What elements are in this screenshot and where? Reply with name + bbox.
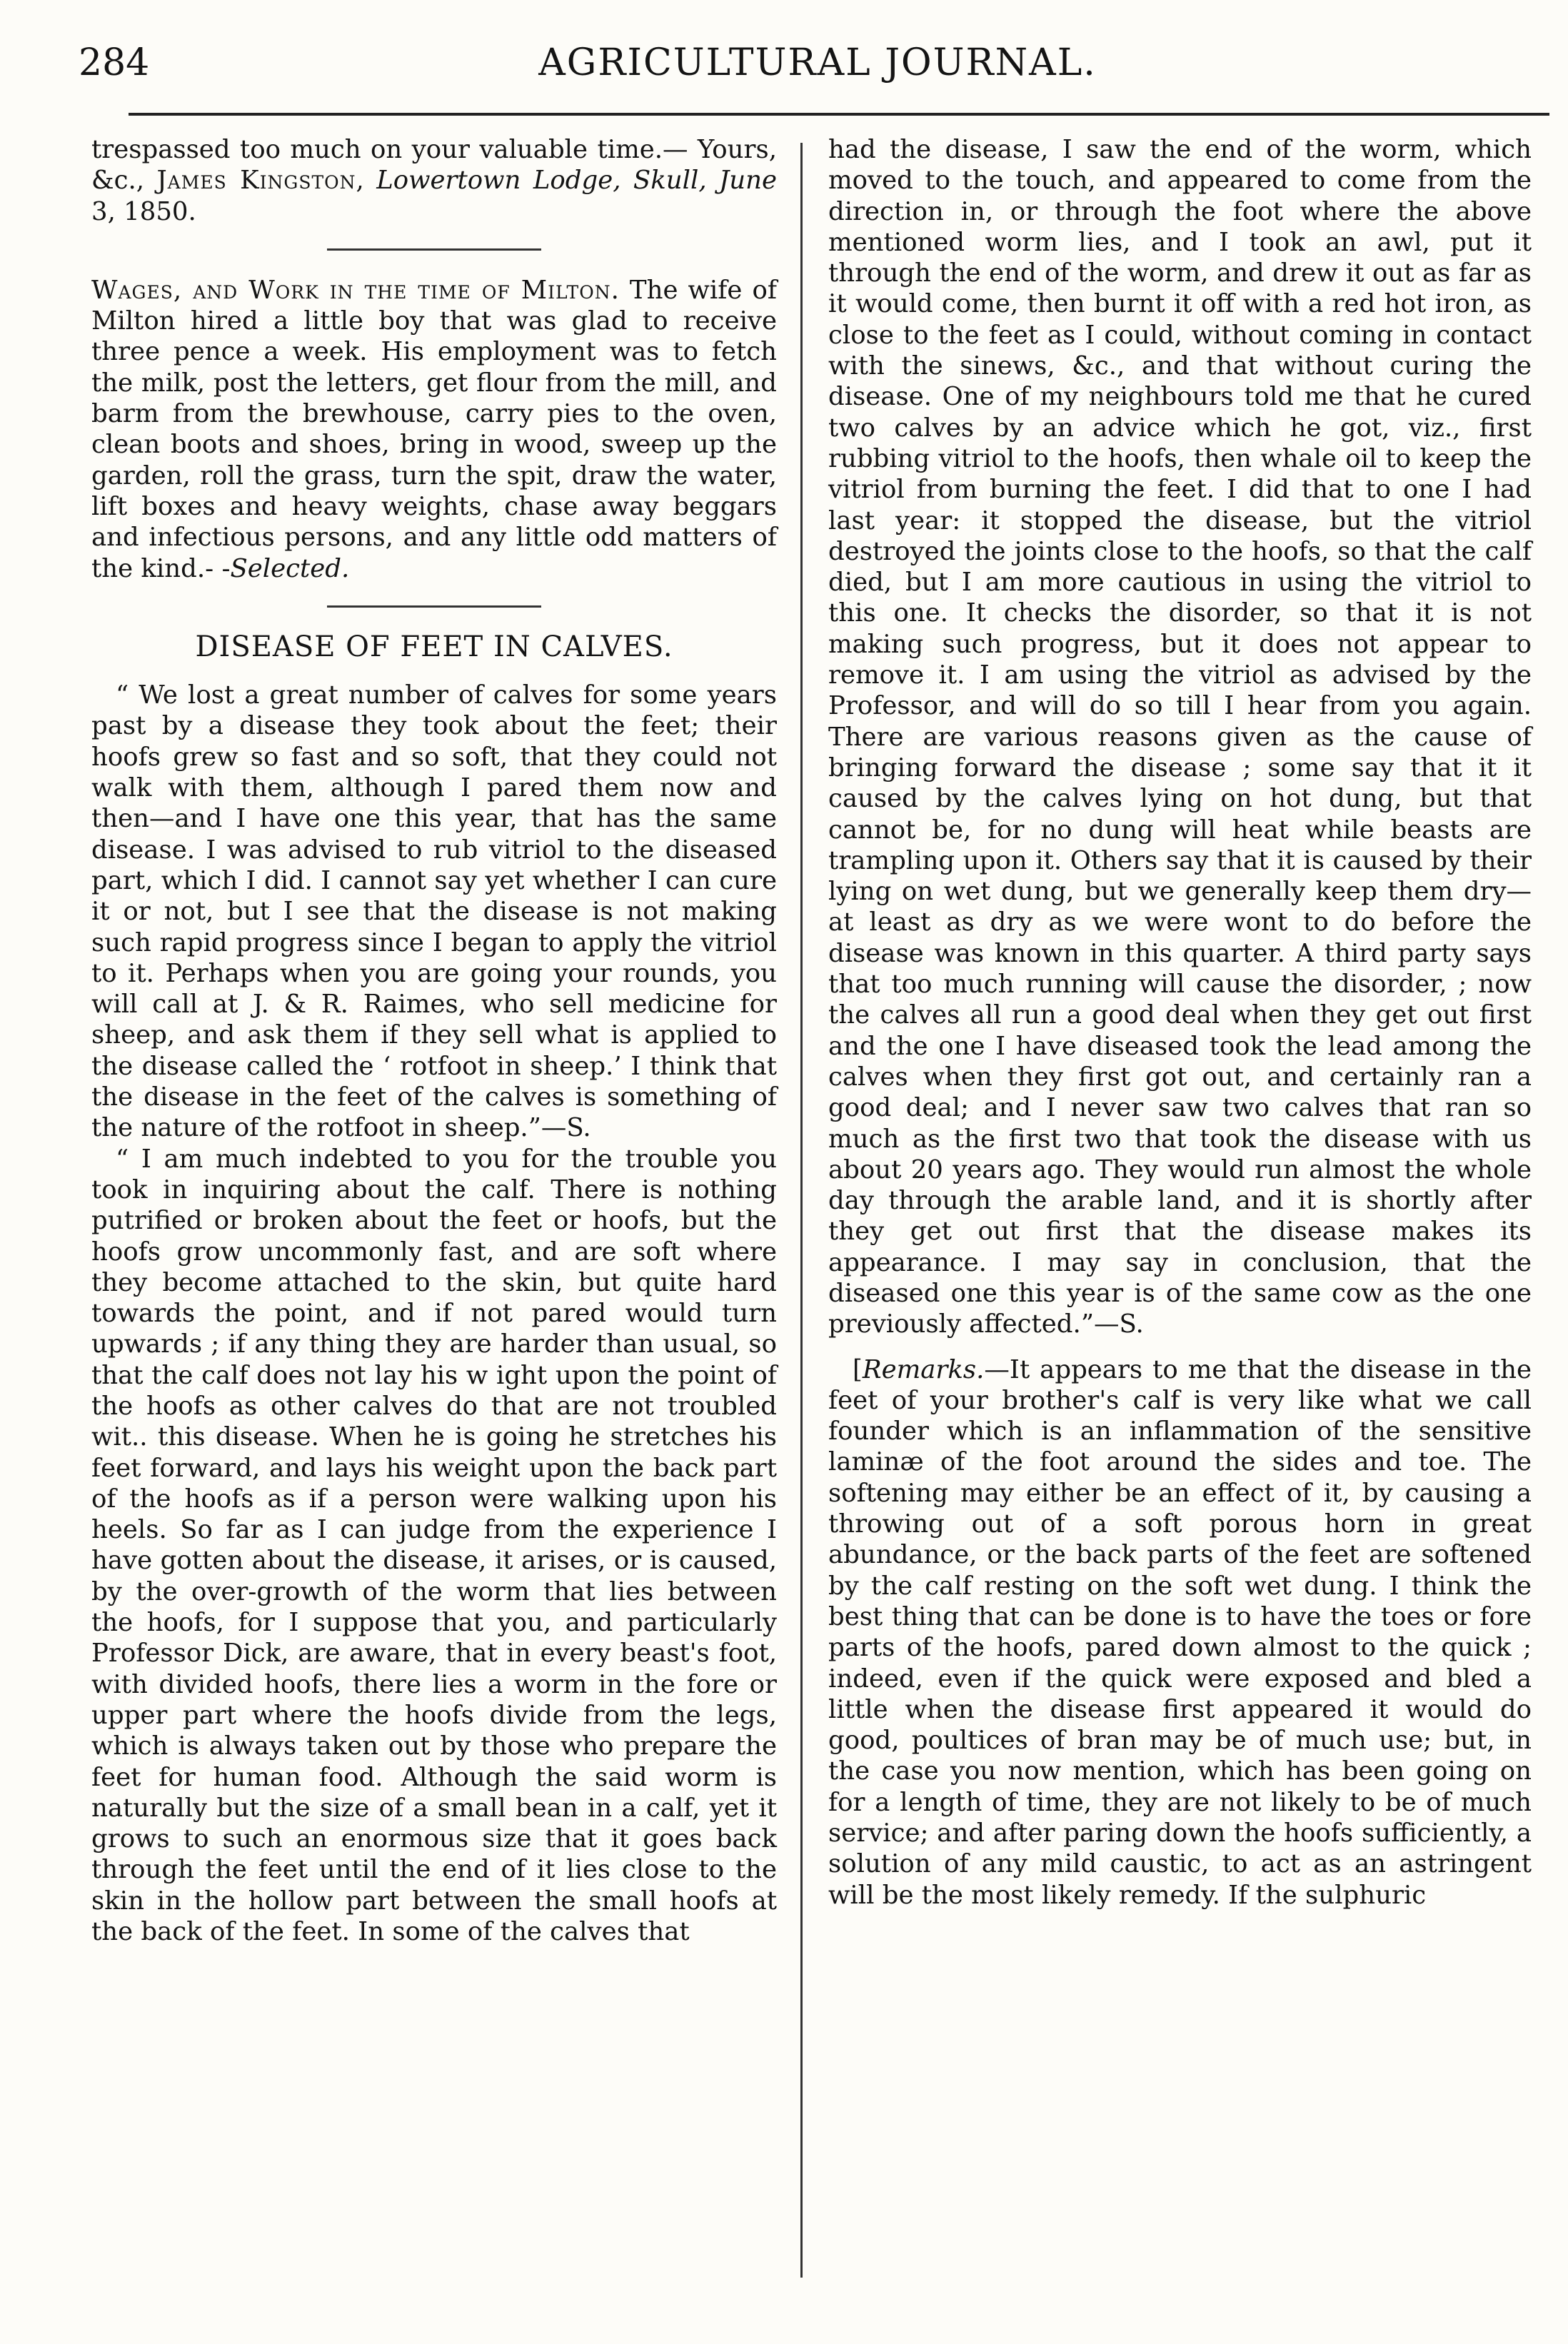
section-divider [327,605,541,608]
letter-ending-text: trespassed too much on your valuable time.— Yours, &c., [91,135,777,196]
article-title: DISEASE OF FEET IN CALVES. [195,630,673,663]
remarks-body: —It appears to me that the disease in the feet of your brother's calf is very like what we call founder which is an inflammation of the sensitive laminæ of the foot around the sides and toe. The softening may either be an effect of it, by causing a throwing out of a soft porous horn in great abundance, or the back parts of the feet are softened by the calf resting on the soft wet dung. I think the best thing that can be done is to have the toes or fore parts of the hoofs, pared down almost to the quick ; indeed, even if the quick were exposed and bled a little when the disease first appeared it would do good, poultices of bran may be of much use; but, in the case you now mention, which has been going on for a length of time, they are not likely to be of much service; and after paring down the hoofs sufficiently, a solution of any mild caustic, to act as an astringent will be the most likely remedy. If the sulphuric [828,1354,1532,1910]
remarks-paragraph [828,1354,1532,1911]
disease-paragraph-continued: had the disease, I saw the end of the worm, which moved to the touch, and appeared to come from the direction in, or through the foot where the above mentioned worm lies, and I took an awl, put it through the end of the worm, and drew it out as far as it would come, then burnt it off with a red hot iron, as close to the feet as I could, without coming in contact with the sinews, &c., and that without curing the disease. One of my neighbours told me that he cured two calves by an advice which he got, viz., first rubbing vitriol to the hoofs, then whale oil to keep the vitriol from burning the feet. I did that to one I had last year: it stopped the disease, but the vitriol destroyed the joints close to the hoofs, so that the calf died, but I am more cautious in using the vitriol to this one. It checks the disorder, so that it is not making such progress, but it does not appear to remove it. I am using the vitriol as advised by the Professor, and will do so till I hear from you again. There are various reasons given as the cause of bringing forward the disease ; some say that it it caused by the calves lying on hot dung, but that cannot be, for no dung will heat while beasts are trampling upon it. Others say that it is caused by their lying on wet dung, but we generally keep them dry—at least as dry as we were wont to do before the disease was known in this quarter. A third party says that too much running will cause the disorder, ; now the calves all run a good deal when they get out first and the one I have diseased took the lead among the calves when they first got out, and certainly ran a good deal; and I never saw two calves that ran so much as the first two that took the disease with us about 20 years ago. They would run almost the whole day through the arable land, and it is shortly after they get out first that the disease makes its appearance. I may say in conclusion, that the diseased one this year is of the same cow as the one previously affected.”—S. [828,135,1532,1339]
letter-date: 3, 1850. [91,196,196,226]
header-rule [129,113,1549,116]
letter-ending [91,134,777,227]
remarks-label: Remarks. [862,1354,985,1384]
page-number: 284 [79,41,150,84]
page-header [79,37,1557,87]
disease-paragraph-1: “ We lost a great number of calves for some years past by a disease they took about the feet; their hoofs grew so fast and so soft, that they could not walk with them, although I pared them now and then—and I have one this year, that has the same disease. I was advised to rub vitriol to the diseased part, which I did. I cannot say yet whether I can cure it or not, but I see that the disease is not making such rapid progress since I began to apply the vitriol to it. Perhaps when you are going your rounds, you will call at J. & R. Raimes, who sell medicine for sheep, and ask them if they sell what is applied to the disease called the ‘ rotfoot in sheep.’ I think that the disease in the feet of the calves is something of the nature of the rotfoot in sheep.”—S. [91,680,777,1143]
letter-author: James Kingston [156,166,356,196]
wages-article [91,275,777,584]
section-divider [327,248,541,251]
letter-place: Lowertown Lodge, Skull, June [376,166,777,196]
letter-separator: , [356,166,377,196]
right-column [828,134,1532,1911]
wages-heading: Wages, and Work in the time of Milton. [91,275,620,305]
remarks-bracket: [ [853,1354,863,1384]
running-title: AGRICULTURAL JOURNAL. [538,41,1097,84]
wages-source: Selected. [230,553,350,583]
disease-paragraph-2: “ I am much indebted to you for the trouble you took in inquiring about the calf. There is nothing putrified or broken about the feet or hoofs, but the hoofs grow uncommonly fast, and are soft where they become attached to the skin, but quite hard towards the point, and if not pared would turn upwards ; if any thing they are harder than usual, so that the calf does not lay his w ight upon the point of the hoofs as other calves do that are not troubled wit.. this disease. When he is going he stretches his feet forward, and lays his weight upon the back part of the hoofs as if a person were walking upon his heels. So far as I can judge from the experience I have gotten about the disease, it arises, or is caused, by the over-growth of the worm that lies between the hoofs, for I suppose that you, and particularly Professor Dick, are aware, that in every beast's foot, with divided hoofs, there lies a worm in the fore or upper part where the hoofs divide from the legs, which is always taken out by those who prepare the feet for human food. Although the said worm is naturally but the size of a small bean in a calf, yet it grows to such an enormous size that it goes back through the feet until the end of it lies close to the skin in the hollow part between the small hoofs at the back of the feet. In some of the calves that [91,1144,777,1947]
column-divider [800,143,803,2278]
left-column [91,134,777,1947]
wages-body: The wife of Milton hired a little boy that was glad to receive three pence a week. His employment was to fetch the milk, post the letters, get flour from the mill, and barm from the brewhouse, carry pies to the oven, clean boots and shoes, bring in wood, sweep up the garden, roll the grass, turn the spit, draw the water, lift boxes and heavy weights, chase away beggars and infectious persons, and any little odd matters of the kind.- - [91,275,777,583]
